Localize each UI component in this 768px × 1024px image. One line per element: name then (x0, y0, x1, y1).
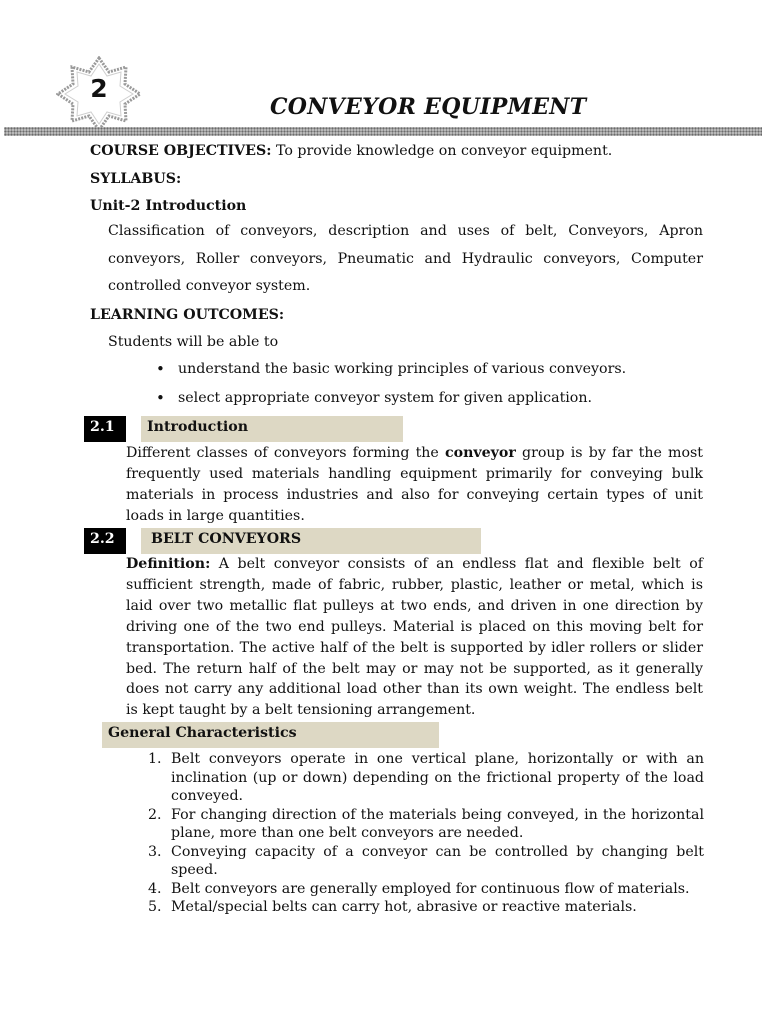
learning-outcomes-label: LEARNING OUTCOMES: (90, 307, 285, 323)
list-item-text: Belt conveyors are generally employed for continuous flow of materials. (171, 880, 690, 897)
syllabus-unit: Unit-2 Introduction (90, 198, 247, 214)
list-item-text: Conveying capacity of a conveyor can be controlled by changing belt speed. (171, 843, 704, 878)
list-item-text: Belt conveyors operate in one vertical plane, horizontally or with an inclination (up or down) depending on the frictional property of the load conveyed. (171, 751, 704, 804)
course-objectives-label: COURSE OBJECTIVES: (90, 143, 272, 159)
list-item (146, 843, 704, 880)
list-item-number: 3. (148, 843, 162, 860)
list-item-number: 5. (148, 899, 162, 915)
list-item-number: 2. (148, 806, 162, 823)
characteristics-list (146, 750, 704, 917)
list-item-number: 4. (148, 880, 162, 897)
chapter-title: CONVEYOR EQUIPMENT (270, 94, 587, 120)
course-objectives-text: To provide knowledge on conveyor equipment. (271, 143, 613, 159)
list-item (146, 750, 704, 806)
list-item: • understand the basic working principles of various conveyors. (156, 358, 626, 387)
intro-text-after: group is by far the most frequently used materials handling equipment primarily for conveying bulk materials in process industries and also for conveying certain types of unit loads in large quantities. (126, 445, 703, 524)
list-item (146, 880, 704, 899)
intro-paragraph (126, 443, 703, 527)
section-number: 2.1 (84, 416, 126, 442)
definition-label: Definition: (126, 556, 211, 572)
list-item: • select appropriate conveyor system for given application. (156, 387, 626, 416)
intro-text-before: Different classes of conveyors forming the (126, 445, 445, 461)
title-divider (4, 127, 762, 136)
syllabus-text: Classification of conveyors, description and uses of belt, Conveyors, Apron conveyors, Roller conveyors, Pneumatic and Hydraulic conveyors, Computer controlled conveyor system. (108, 223, 703, 294)
learning-outcomes-intro: Students will be able to (108, 334, 279, 350)
list-item-text: For changing direction of the materials being conveyed, in the horizontal plane, more than one belt conveyors are needed. (171, 806, 704, 841)
list-item (146, 806, 704, 843)
list-item-number: 1. (148, 751, 162, 767)
definition-text: A belt conveyor consists of an endless flat and flexible belt of sufficient strength, made of fabric, rubber, plastic, leather or metal, which is laid over two metallic flat pulleys at two ends, and driven in one direction by driving one of the two end pulleys. Material is placed on this moving belt for transportation. The active half of the belt is supported by idler rollers or slider bed. The return half of the belt may or may not be supported, as it generally does not carry any additional load other than its own weight. The endless belt is kept taught by a belt tensioning arrangement. (126, 556, 703, 719)
syllabus-label: SYLLABUS: (90, 171, 182, 187)
chapter-badge (56, 56, 142, 132)
subsection-title: General Characteristics (102, 722, 439, 748)
intro-text-bold: conveyor (444, 445, 516, 461)
chapter-number: 2 (90, 74, 108, 103)
section-number: 2.2 (84, 528, 126, 554)
section-title: BELT CONVEYORS (141, 528, 481, 554)
list-item-text: Metal/special belts can carry hot, abrasive or reactive materials. (171, 899, 637, 915)
list-item (146, 898, 704, 917)
section-title: Introduction (141, 416, 403, 442)
learning-outcomes-list (156, 358, 626, 416)
definition-paragraph (126, 554, 703, 721)
course-objectives (90, 141, 612, 161)
